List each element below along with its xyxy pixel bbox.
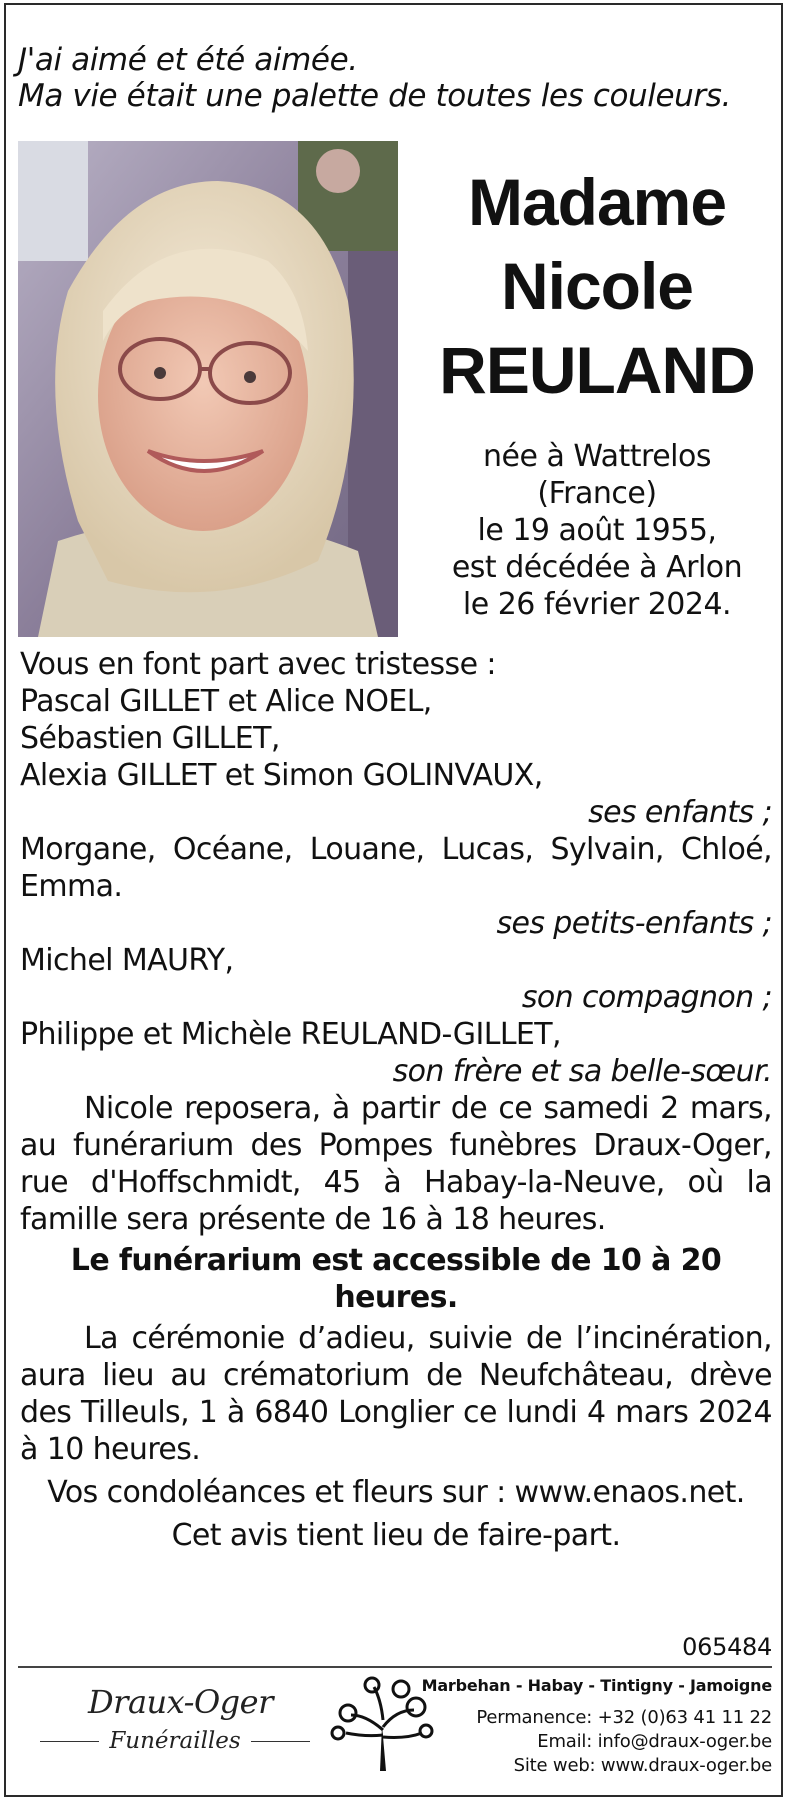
footer-divider: [18, 1666, 772, 1668]
child-line: Sébastien GILLET,: [20, 721, 280, 756]
companion: Michel MAURY,: [20, 943, 234, 978]
funeral-home-logo-subtitle: [40, 1728, 310, 1754]
logo-subtitle-text: Funérailles: [109, 1728, 241, 1754]
child-line: Alexia GILLET et Simon GOLINVAUX,: [20, 758, 543, 793]
epitaph-quote: [18, 42, 731, 114]
deceased-title: Madame: [467, 165, 727, 239]
children-label: ses enfants ;: [588, 795, 772, 830]
funerarium-hours: Le funérarium est accessible de 10 à 20 heures.: [70, 1243, 722, 1315]
birth-place: née à Wattrelos: [483, 439, 711, 474]
siblings-label: son frère et sa belle-sœur.: [392, 1054, 772, 1089]
quote-line-1: J'ai aimé et été aimée.: [18, 42, 358, 78]
family-intro: Vous en font part avec tristesse :: [20, 647, 496, 682]
condolences-line: Vos condoléances et fleurs sur : www.enaos.net.: [47, 1475, 745, 1510]
logo-rule-left: [40, 1741, 99, 1742]
death-place: est décédée à Arlon: [451, 550, 743, 585]
birth-country: (France): [537, 476, 657, 511]
funeral-home-contact: [476, 1706, 772, 1778]
grandchildren: Morgane, Océane, Louane, Lucas, Sylvain, Chloé, Emma.: [20, 832, 772, 904]
deceased-last-name: REULAND: [439, 333, 755, 407]
portrait-image: [18, 141, 398, 637]
reference-number: 065484: [682, 1633, 772, 1661]
child-line: Pascal GILLET et Alice NOEL,: [20, 684, 432, 719]
contact-website: Site web: www.draux-oger.be: [513, 1755, 772, 1776]
contact-email: Email: info@draux-oger.be: [537, 1731, 772, 1752]
birth-date: le 19 août 1955,: [477, 513, 717, 548]
death-date: le 26 février 2024.: [462, 587, 732, 622]
contact-phone: Permanence: +32 (0)63 41 11 22: [476, 1707, 772, 1728]
notice-line: Cet avis tient lieu de faire-part.: [171, 1518, 621, 1553]
grandchildren-label: ses petits-enfants ;: [496, 906, 772, 941]
logo-rule-right: [251, 1741, 310, 1742]
funeral-home-towns: Marbehan - Habay - Tintigny - Jamoigne: [421, 1676, 772, 1695]
deceased-first-name: Nicole: [500, 249, 694, 323]
reposera-paragraph: Nicole reposera, à partir de ce samedi 2 mars, au funérarium des Pompes funèbres Draux-Oger, rue d'Hoffschmidt, 45 à Habay-la-Neuve, où la famille sera présente de 16 à 18 heures.: [20, 1091, 772, 1237]
portrait-photo: [18, 141, 398, 637]
quote-line-2: Ma vie était une palette de toutes les couleurs.: [18, 78, 731, 114]
companion-label: son compagnon ;: [521, 980, 772, 1015]
ceremony-paragraph: La cérémonie d’adieu, suivie de l’incinération, aura lieu au crématorium de Neufchâteau, drève des Tilleuls, 1 à 6840 Longlier ce lundi 4 mars 2024 à 10 heures.: [20, 1321, 772, 1467]
siblings: Philippe et Michèle REULAND-GILLET,: [20, 1017, 561, 1052]
birth-death-details: [432, 438, 762, 623]
funeral-home-logo-name: Draux-Oger: [88, 1683, 273, 1721]
deceased-name: [432, 160, 762, 412]
notice-body: [20, 646, 772, 1554]
